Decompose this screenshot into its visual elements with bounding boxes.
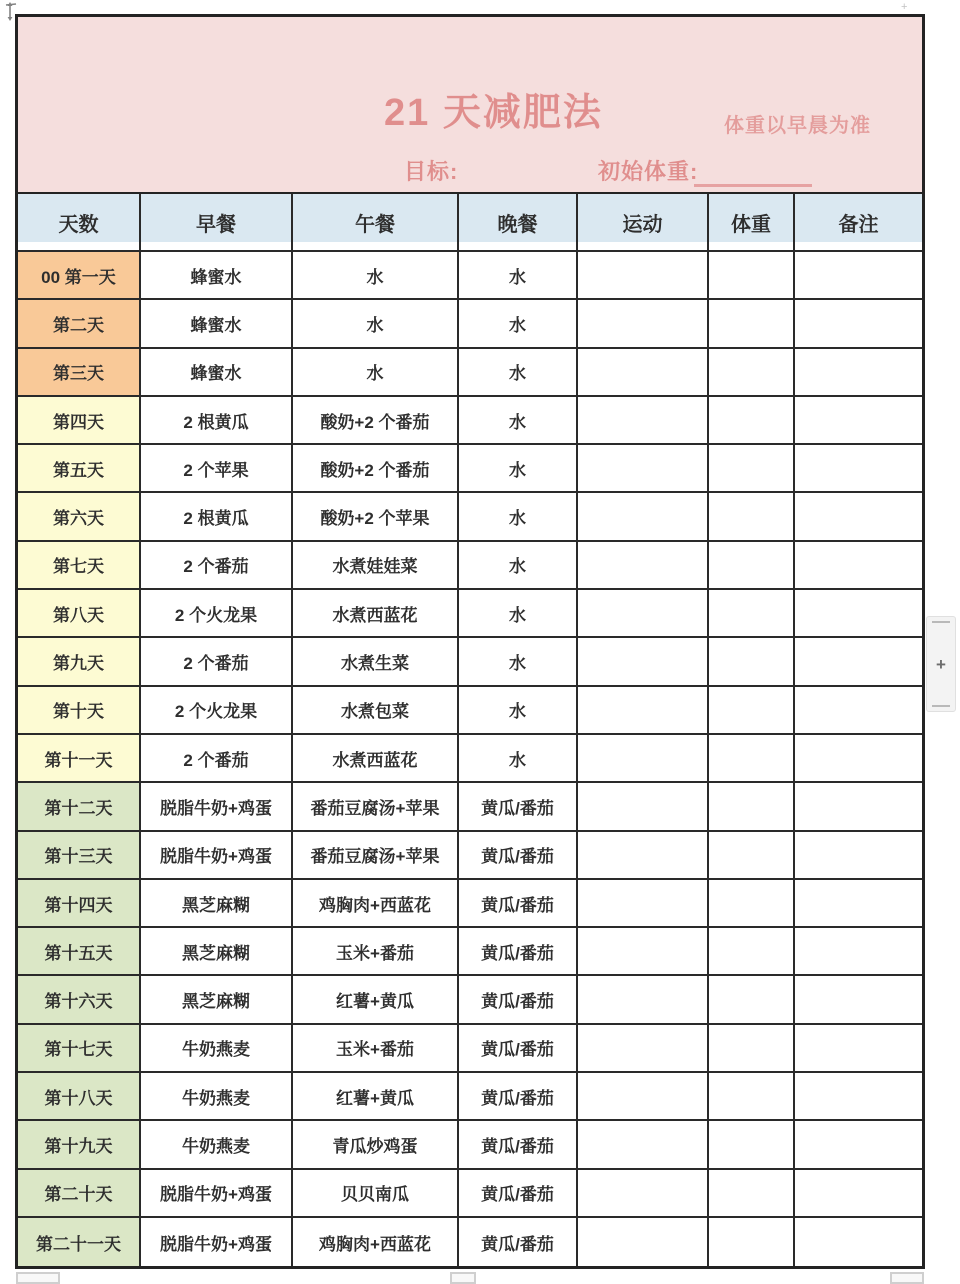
cell-lunch[interactable]: 水 bbox=[293, 349, 459, 397]
cell-day[interactable]: 第十八天 bbox=[18, 1073, 141, 1121]
cell-lunch[interactable]: 红薯+黄瓜 bbox=[293, 1073, 459, 1121]
cell-weight[interactable] bbox=[709, 832, 795, 880]
cell-day[interactable]: 第十七天 bbox=[18, 1025, 141, 1073]
cell-day[interactable]: 第十三天 bbox=[18, 832, 141, 880]
cell-breakfast[interactable]: 牛奶燕麦 bbox=[141, 1073, 293, 1121]
cell-day[interactable]: 第五天 bbox=[18, 445, 141, 493]
cell-day[interactable]: 第十一天 bbox=[18, 735, 141, 783]
cell-dinner[interactable]: 黄瓜/番茄 bbox=[459, 1170, 578, 1218]
cell-weight[interactable] bbox=[709, 493, 795, 541]
cell-exercise[interactable] bbox=[578, 976, 709, 1024]
cell-weight[interactable] bbox=[709, 1121, 795, 1169]
cell-note[interactable] bbox=[795, 397, 922, 445]
cell-day[interactable]: 第十二天 bbox=[18, 783, 141, 831]
widget-top-bar bbox=[932, 621, 950, 623]
cell-dinner[interactable]: 水 bbox=[459, 349, 578, 397]
cell-note[interactable] bbox=[795, 976, 922, 1024]
cell-lunch[interactable]: 水 bbox=[293, 300, 459, 348]
cell-weight[interactable] bbox=[709, 252, 795, 300]
cell-weight[interactable] bbox=[709, 880, 795, 928]
cell-weight[interactable] bbox=[709, 687, 795, 735]
table-row bbox=[18, 445, 922, 493]
cell-dinner[interactable]: 水 bbox=[459, 687, 578, 735]
cell-day[interactable]: 第十五天 bbox=[18, 928, 141, 976]
cell-breakfast[interactable]: 脱脂牛奶+鸡蛋 bbox=[141, 783, 293, 831]
cell-note[interactable] bbox=[795, 252, 922, 300]
cell-weight[interactable] bbox=[709, 638, 795, 686]
cell-dinner[interactable]: 水 bbox=[459, 638, 578, 686]
cell-note[interactable] bbox=[795, 349, 922, 397]
cell-exercise[interactable] bbox=[578, 687, 709, 735]
cell-weight[interactable] bbox=[709, 735, 795, 783]
cell-dinner[interactable]: 黄瓜/番茄 bbox=[459, 880, 578, 928]
cell-exercise[interactable] bbox=[578, 1218, 709, 1266]
cell-weight[interactable] bbox=[709, 300, 795, 348]
table-body bbox=[18, 252, 922, 1266]
cell-day[interactable]: 第二天 bbox=[18, 300, 141, 348]
cell-weight[interactable] bbox=[709, 928, 795, 976]
cell-exercise[interactable] bbox=[578, 1170, 709, 1218]
add-row-widget[interactable] bbox=[926, 616, 956, 712]
cell-lunch[interactable]: 水煮娃娃菜 bbox=[293, 542, 459, 590]
cell-exercise[interactable] bbox=[578, 542, 709, 590]
cell-dinner[interactable]: 黄瓜/番茄 bbox=[459, 783, 578, 831]
cell-breakfast[interactable]: 蜂蜜水 bbox=[141, 252, 293, 300]
cell-lunch[interactable]: 玉米+番茄 bbox=[293, 928, 459, 976]
cell-note[interactable] bbox=[795, 542, 922, 590]
cell-day[interactable]: 第十六天 bbox=[18, 976, 141, 1024]
column-header[interactable]: 晚餐 bbox=[459, 194, 578, 252]
cell-exercise[interactable] bbox=[578, 1121, 709, 1169]
cell-day[interactable]: 第十四天 bbox=[18, 880, 141, 928]
column-header[interactable]: 天数 bbox=[18, 194, 141, 252]
cell-breakfast[interactable]: 2 个苹果 bbox=[141, 445, 293, 493]
diet-plan-table bbox=[15, 14, 925, 1269]
cell-day[interactable]: 第二十一天 bbox=[18, 1218, 141, 1266]
cell-day[interactable]: 00 第一天 bbox=[18, 252, 141, 300]
partial-handle bbox=[450, 1272, 476, 1284]
cell-dinner[interactable]: 水 bbox=[459, 397, 578, 445]
initial-weight-blank-line[interactable] bbox=[694, 170, 812, 187]
table-row bbox=[18, 1170, 922, 1218]
cell-breakfast[interactable]: 2 根黄瓜 bbox=[141, 397, 293, 445]
cell-lunch[interactable]: 水煮包菜 bbox=[293, 687, 459, 735]
cell-exercise[interactable] bbox=[578, 300, 709, 348]
cell-exercise[interactable] bbox=[578, 880, 709, 928]
cell-breakfast[interactable]: 黑芝麻糊 bbox=[141, 976, 293, 1024]
cell-dinner[interactable]: 水 bbox=[459, 493, 578, 541]
cell-lunch[interactable]: 番茄豆腐汤+苹果 bbox=[293, 783, 459, 831]
cell-lunch[interactable]: 酸奶+2 个苹果 bbox=[293, 493, 459, 541]
column-header[interactable]: 备注 bbox=[795, 194, 922, 252]
cell-note[interactable] bbox=[795, 300, 922, 348]
cell-breakfast[interactable]: 黑芝麻糊 bbox=[141, 880, 293, 928]
cell-breakfast[interactable]: 2 个番茄 bbox=[141, 542, 293, 590]
cell-dinner[interactable]: 黄瓜/番茄 bbox=[459, 928, 578, 976]
cell-note[interactable] bbox=[795, 493, 922, 541]
cell-breakfast[interactable]: 牛奶燕麦 bbox=[141, 1121, 293, 1169]
plus-icon[interactable]: + bbox=[936, 654, 946, 674]
table-row bbox=[18, 783, 922, 831]
table-row bbox=[18, 638, 922, 686]
cell-lunch[interactable]: 玉米+番茄 bbox=[293, 1025, 459, 1073]
column-header[interactable]: 体重 bbox=[709, 194, 795, 252]
cell-dinner[interactable]: 黄瓜/番茄 bbox=[459, 832, 578, 880]
table-row bbox=[18, 976, 922, 1024]
cell-lunch[interactable]: 水煮西蓝花 bbox=[293, 590, 459, 638]
cell-breakfast[interactable]: 牛奶燕麦 bbox=[141, 1025, 293, 1073]
cell-lunch[interactable]: 鸡胸肉+西蓝花 bbox=[293, 1218, 459, 1266]
cell-exercise[interactable] bbox=[578, 493, 709, 541]
cell-day[interactable]: 第十天 bbox=[18, 687, 141, 735]
cell-breakfast[interactable]: 2 个火龙果 bbox=[141, 590, 293, 638]
cell-weight[interactable] bbox=[709, 1170, 795, 1218]
cell-day[interactable]: 第二十天 bbox=[18, 1170, 141, 1218]
cell-exercise[interactable] bbox=[578, 928, 709, 976]
cell-lunch[interactable]: 酸奶+2 个番茄 bbox=[293, 445, 459, 493]
table-row bbox=[18, 1218, 922, 1266]
column-header[interactable]: 运动 bbox=[578, 194, 709, 252]
cell-dinner[interactable]: 水 bbox=[459, 300, 578, 348]
cell-dinner[interactable]: 黄瓜/番茄 bbox=[459, 1121, 578, 1169]
cell-lunch[interactable]: 水煮西蓝花 bbox=[293, 735, 459, 783]
cell-exercise[interactable] bbox=[578, 783, 709, 831]
cell-weight[interactable] bbox=[709, 1025, 795, 1073]
cell-exercise[interactable] bbox=[578, 590, 709, 638]
cell-note[interactable] bbox=[795, 735, 922, 783]
cell-dinner[interactable]: 黄瓜/番茄 bbox=[459, 1073, 578, 1121]
cell-note[interactable] bbox=[795, 1073, 922, 1121]
cell-note[interactable] bbox=[795, 832, 922, 880]
column-header[interactable]: 早餐 bbox=[141, 194, 293, 252]
cell-weight[interactable] bbox=[709, 783, 795, 831]
table-row bbox=[18, 928, 922, 976]
cell-weight[interactable] bbox=[709, 397, 795, 445]
cell-breakfast[interactable]: 脱脂牛奶+鸡蛋 bbox=[141, 1170, 293, 1218]
banner bbox=[18, 17, 922, 194]
table-row bbox=[18, 687, 922, 735]
cell-breakfast[interactable]: 蜂蜜水 bbox=[141, 349, 293, 397]
cell-note[interactable] bbox=[795, 445, 922, 493]
partial-handle bbox=[890, 1272, 924, 1284]
cell-exercise[interactable] bbox=[578, 1025, 709, 1073]
partial-handle bbox=[16, 1272, 60, 1284]
cell-dinner[interactable]: 黄瓜/番茄 bbox=[459, 1025, 578, 1073]
cell-weight[interactable] bbox=[709, 1073, 795, 1121]
cell-note[interactable] bbox=[795, 1170, 922, 1218]
cell-dinner[interactable]: 水 bbox=[459, 735, 578, 783]
table-row bbox=[18, 1121, 922, 1169]
cell-note[interactable] bbox=[795, 1218, 922, 1266]
table-row bbox=[18, 493, 922, 541]
table-row bbox=[18, 832, 922, 880]
cell-breakfast[interactable]: 脱脂牛奶+鸡蛋 bbox=[141, 832, 293, 880]
cell-breakfast[interactable]: 脱脂牛奶+鸡蛋 bbox=[141, 1218, 293, 1266]
cell-exercise[interactable] bbox=[578, 445, 709, 493]
table-row bbox=[18, 880, 922, 928]
cell-weight[interactable] bbox=[709, 445, 795, 493]
cell-breakfast[interactable]: 2 个火龙果 bbox=[141, 687, 293, 735]
cell-exercise[interactable] bbox=[578, 638, 709, 686]
initial-weight-label[interactable]: 初始体重: bbox=[598, 159, 699, 184]
cell-breakfast[interactable]: 2 个番茄 bbox=[141, 735, 293, 783]
cell-note[interactable] bbox=[795, 783, 922, 831]
cell-exercise[interactable] bbox=[578, 349, 709, 397]
cell-dinner[interactable]: 水 bbox=[459, 542, 578, 590]
table-row bbox=[18, 397, 922, 445]
cell-note[interactable] bbox=[795, 590, 922, 638]
cell-weight[interactable] bbox=[709, 542, 795, 590]
cell-lunch[interactable]: 番茄豆腐汤+苹果 bbox=[293, 832, 459, 880]
cell-day[interactable]: 第九天 bbox=[18, 638, 141, 686]
table-row bbox=[18, 735, 922, 783]
cell-note[interactable] bbox=[795, 1121, 922, 1169]
cell-exercise[interactable] bbox=[578, 252, 709, 300]
widget-bottom-bar bbox=[932, 705, 950, 707]
cell-weight[interactable] bbox=[709, 1218, 795, 1266]
cell-note[interactable] bbox=[795, 928, 922, 976]
cell-lunch[interactable]: 水煮生菜 bbox=[293, 638, 459, 686]
cell-lunch[interactable]: 酸奶+2 个番茄 bbox=[293, 397, 459, 445]
cell-weight[interactable] bbox=[709, 976, 795, 1024]
cell-lunch[interactable]: 贝贝南瓜 bbox=[293, 1170, 459, 1218]
table-row bbox=[18, 590, 922, 638]
cell-day[interactable]: 第三天 bbox=[18, 349, 141, 397]
cell-dinner[interactable]: 黄瓜/番茄 bbox=[459, 1218, 578, 1266]
cell-lunch[interactable]: 水 bbox=[293, 252, 459, 300]
corner-mark: + bbox=[901, 1, 908, 13]
cell-exercise[interactable] bbox=[578, 832, 709, 880]
cell-note[interactable] bbox=[795, 1025, 922, 1073]
table-row bbox=[18, 1073, 922, 1121]
cell-note[interactable] bbox=[795, 638, 922, 686]
cell-lunch[interactable]: 青瓜炒鸡蛋 bbox=[293, 1121, 459, 1169]
cell-breakfast[interactable]: 2 根黄瓜 bbox=[141, 493, 293, 541]
weighing-note: 体重以早晨为准 bbox=[724, 115, 871, 137]
cell-note[interactable] bbox=[795, 880, 922, 928]
cell-dinner[interactable]: 水 bbox=[459, 590, 578, 638]
column-header[interactable]: 午餐 bbox=[293, 194, 459, 252]
cell-breakfast[interactable]: 2 个番茄 bbox=[141, 638, 293, 686]
table-row bbox=[18, 349, 922, 397]
cell-day[interactable]: 第七天 bbox=[18, 542, 141, 590]
cell-exercise[interactable] bbox=[578, 397, 709, 445]
cell-lunch[interactable]: 红薯+黄瓜 bbox=[293, 976, 459, 1024]
page-title: 21 天减肥法 bbox=[384, 92, 603, 134]
table-row bbox=[18, 300, 922, 348]
cell-note[interactable] bbox=[795, 687, 922, 735]
cell-dinner[interactable]: 黄瓜/番茄 bbox=[459, 976, 578, 1024]
cell-day[interactable]: 第八天 bbox=[18, 590, 141, 638]
cell-dinner[interactable]: 水 bbox=[459, 252, 578, 300]
cell-weight[interactable] bbox=[709, 349, 795, 397]
cell-exercise[interactable] bbox=[578, 735, 709, 783]
cell-exercise[interactable] bbox=[578, 1073, 709, 1121]
cell-weight[interactable] bbox=[709, 590, 795, 638]
cell-day[interactable]: 第六天 bbox=[18, 493, 141, 541]
cell-day[interactable]: 第十九天 bbox=[18, 1121, 141, 1169]
goal-label[interactable]: 目标: bbox=[404, 159, 459, 184]
table-row bbox=[18, 542, 922, 590]
table-header-row bbox=[18, 194, 922, 252]
table-row bbox=[18, 1025, 922, 1073]
cell-day[interactable]: 第四天 bbox=[18, 397, 141, 445]
cell-lunch[interactable]: 鸡胸肉+西蓝花 bbox=[293, 880, 459, 928]
cell-breakfast[interactable]: 黑芝麻糊 bbox=[141, 928, 293, 976]
cell-dinner[interactable]: 水 bbox=[459, 445, 578, 493]
cell-breakfast[interactable]: 蜂蜜水 bbox=[141, 300, 293, 348]
table-row bbox=[18, 252, 922, 300]
